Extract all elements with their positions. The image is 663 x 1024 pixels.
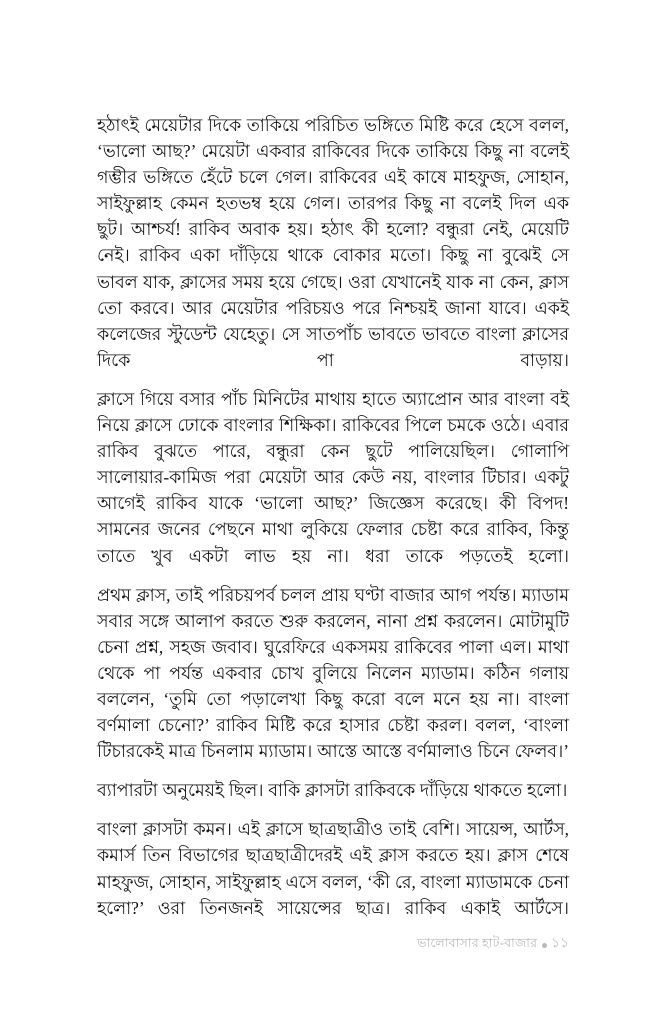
paragraph: হঠাৎই মেয়েটার দিকে তাকিয়ে পরিচিত ভঙ্গিতে মিষ্টি করে হেসে বলল, ‘ভালো আছ?’ মেয়েটা একবার রাকিবের দিকে তাকিয়ে কিছু না বলেই গম্ভীর ভঙ্গিতে হেঁটে চলে গেল। রাকিবের এই কাষে মাহফুজ, সোহান, সাইফুল্লাহ কেমন হতভম্ব হয়ে গেল। তারপর কিছু না বলেই দিল এক ছুট। আশ্চর্য! রাকিব অবাক হয়। হঠাৎ কী হলো? বন্ধুরা নেই, মেয়েটি নেই। রাকিব একা দাঁড়িয়ে থাকে বোকার মতো। কিছু না বুঝেই সে ভাবল যাক, ক্লাসের সময় হয়ে গেছে। ওরা যেখানেই যাক না কেন, ক্লাস তো করবে। আর মেয়েটার পরিচয়ও পরে নিশ্চয়ই জানা যাবে। একই কলেজের স্টুডেন্ট যেহেতু। সে সাতপাঁচ ভাবতে ভাবতে বাংলা ক্লাসের দিকে পা বাড়ায়। xyxy=(97,115,569,370)
paragraph: ব্যাপারটা অনুমেয়ই ছিল। বাকি ক্লাসটা রাকিবকে দাঁড়িয়ে থাকতে হলো। xyxy=(97,780,568,801)
paragraph: বাংলা ক্লাসটা কমন। এই ক্লাসে ছাত্রছাত্রীও তাই বেশি। সায়েন্স, আর্টস, কমার্স তিন বিভাগের ছাত্রছাত্রীদেরই এই ক্লাস করতে হয়। ক্লাস শেষে মাহফুজ, সোহান, সাইফুল্লাহ এসে বলল, ‘কী রে, বাংলা ম্যাডামকে চেনা হলো?’ ওরা তিনজনই সায়েন্সের ছাত্র। রাকিব একাই আর্টসে। xyxy=(97,819,569,918)
bullet-dot-icon xyxy=(542,936,547,952)
paragraph: প্রথম ক্লাস, তাই পরিচয়পর্ব চলল প্রায় ঘণ্টা বাজার আগ পর্যন্ত। ম্যাডাম সবার সঙ্গে আলাপ করতে শুরু করলেন, নানা প্রশ্ন করলেন। মোটামুটি চেনা প্রশ্ন, সহজ জবাব। ঘুরেফিরে একসময় রাকিবের পালা এল। মাথা থেকে পা পর্যন্ত একবার চোখ বুলিয়ে নিলেন ম্যাডাম। কঠিন গলায় বললেন, ‘তুমি তো পড়ালেখা কিছু করো বলে মনে হয় না। বাংলা বর্ণমালা চেনো?’ রাকিব মিষ্টি করে হাসার চেষ্টা করল। বলল, ‘বাংলা টিচারকেই মাত্র চিনলাম ম্যাডাম। আস্তে আস্তে বর্ণমালাও চিনে ফেলব।’ xyxy=(97,584,569,762)
footer-book-title: ভালোবাসার হাট-বাজার xyxy=(417,936,538,950)
page-number: ১১ xyxy=(551,935,569,950)
page-text-block xyxy=(97,112,569,921)
paragraph: ক্লাসে গিয়ে বসার পাঁচ মিনিটের মাথায় হাতে অ্যাপ্রোন আর বাংলা বই নিয়ে ক্লাসে ঢোকে বাংলার শিক্ষিকা। রাকিবের পিলে চমকে ওঠে। এবার রাকিব বুঝতে পারে, বন্ধুরা কেন ছুটে পালিয়েছিল। গোলাপি সালোয়ার-কামিজ পরা মেয়েটা আর কেউ নয়, বাংলার টিচার। একটু আগেই রাকিব যাকে ‘ভালো আছ?’ জিজ্ঞেস করেছে। কী বিপদ! সামনের জনের পেছনে মাথা লুকিয়ে ফেলার চেষ্টা করে রাকিব, কিন্তু তাতে খুব একটা লাভ হয় না। ধরা তাকে পড়তেই হলো। xyxy=(97,388,569,566)
page-footer xyxy=(97,935,569,952)
